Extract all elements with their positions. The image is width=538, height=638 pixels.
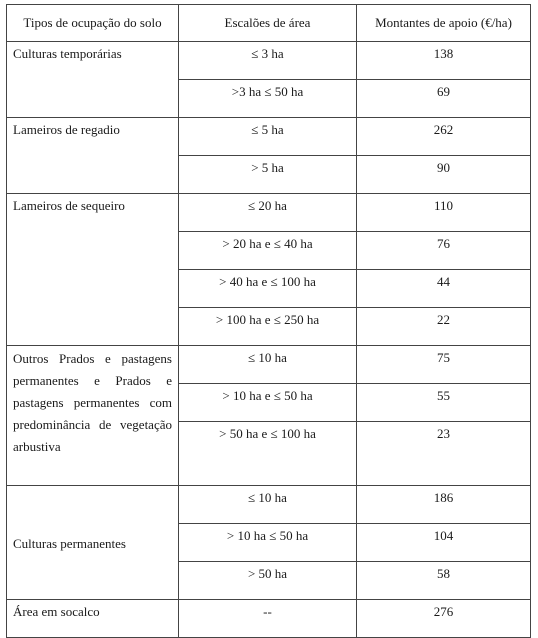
area-range-cell: ≤ 5 ha (179, 118, 357, 156)
support-amount-cell: 22 (357, 308, 531, 346)
area-range-cell: -- (179, 600, 357, 638)
area-range-cell: ≤ 3 ha (179, 42, 357, 80)
support-amount-cell: 75 (357, 346, 531, 384)
support-amount-cell: 262 (357, 118, 531, 156)
area-range-cell: >3 ha ≤ 50 ha (179, 80, 357, 118)
area-range-cell: > 10 ha e ≤ 50 ha (179, 384, 357, 422)
support-amount-cell: 276 (357, 600, 531, 638)
header-row (7, 5, 531, 42)
area-range-cell: > 50 ha (179, 562, 357, 600)
support-amount-cell: 76 (357, 232, 531, 270)
support-amounts-table (6, 4, 531, 638)
support-amount-cell: 23 (357, 422, 531, 486)
table-row (7, 118, 531, 156)
support-amount-cell: 138 (357, 42, 531, 80)
area-range-cell: ≤ 10 ha (179, 486, 357, 524)
land-use-type-cell: Lameiros de sequeiro (7, 194, 179, 346)
table-row (7, 42, 531, 80)
area-range-cell: > 50 ha e ≤ 100 ha (179, 422, 357, 486)
support-amount-cell: 58 (357, 562, 531, 600)
support-amount-cell: 90 (357, 156, 531, 194)
area-range-cell: ≤ 20 ha (179, 194, 357, 232)
land-use-type-cell: Outros Prados e pastagens permanentes e Prados e pastagens permanentes com predominância de vegetação arbustiva (7, 346, 179, 486)
header-area-range: Escalões de área (179, 5, 357, 42)
area-range-cell: > 100 ha e ≤ 250 ha (179, 308, 357, 346)
support-amount-cell: 69 (357, 80, 531, 118)
table-row (7, 346, 531, 384)
table-row (7, 600, 531, 638)
land-use-type-cell: Culturas permanentes (7, 486, 179, 600)
support-amount-cell: 55 (357, 384, 531, 422)
header-support-amount: Montantes de apoio (€/ha) (357, 5, 531, 42)
land-use-type-cell: Lameiros de regadio (7, 118, 179, 194)
area-range-cell: > 40 ha e ≤ 100 ha (179, 270, 357, 308)
support-amount-cell: 110 (357, 194, 531, 232)
support-amount-cell: 104 (357, 524, 531, 562)
area-range-cell: ≤ 10 ha (179, 346, 357, 384)
area-range-cell: > 10 ha ≤ 50 ha (179, 524, 357, 562)
table-row (7, 486, 531, 524)
area-range-cell: > 20 ha e ≤ 40 ha (179, 232, 357, 270)
area-range-cell: > 5 ha (179, 156, 357, 194)
support-amount-cell: 44 (357, 270, 531, 308)
land-use-type-cell: Área em socalco (7, 600, 179, 638)
land-use-type-cell: Culturas temporárias (7, 42, 179, 118)
support-amount-cell: 186 (357, 486, 531, 524)
header-land-use-type: Tipos de ocupação do solo (7, 5, 179, 42)
table-row (7, 194, 531, 232)
